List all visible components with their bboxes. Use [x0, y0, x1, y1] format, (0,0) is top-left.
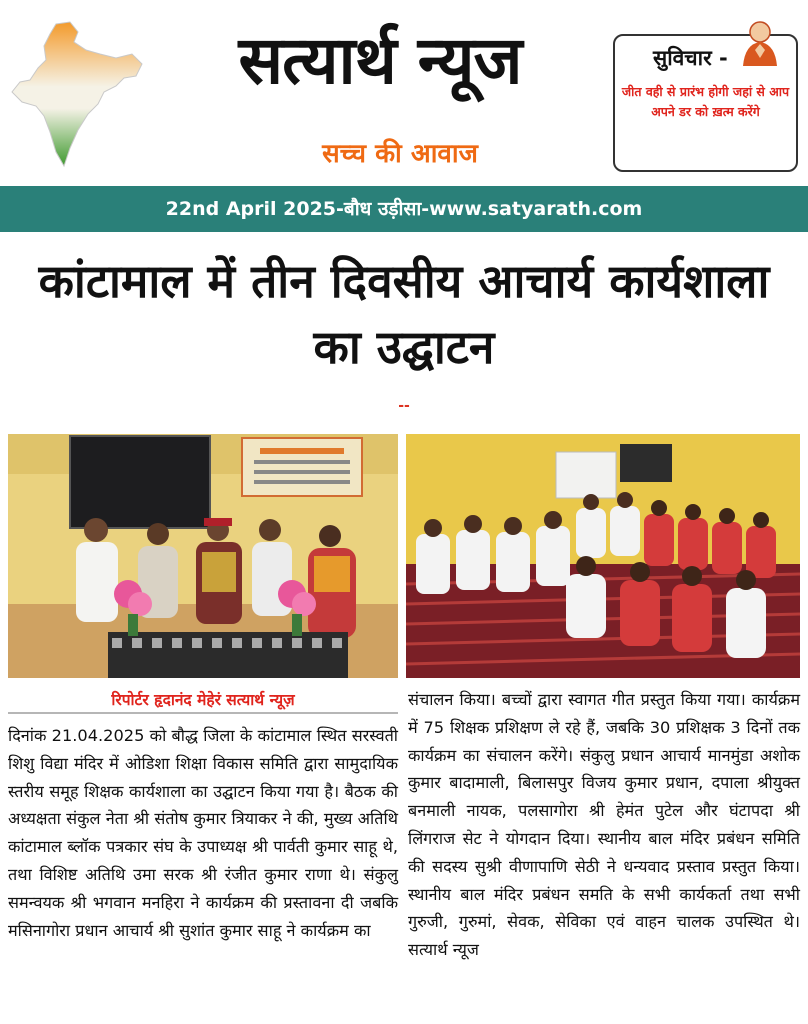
monk-emblem-icon: [737, 18, 783, 68]
india-map-icon: [8, 20, 148, 170]
separator: --: [398, 398, 410, 414]
photo-dignitaries-illustration: [8, 434, 398, 678]
thought-title: सुविचार -: [653, 46, 728, 70]
photo-trainees-illustration: [406, 434, 800, 678]
reporter-divider: [8, 712, 398, 714]
headline: कांटामाल में तीन दिवसीय आचार्य कार्यशाला का उद्घाटन: [38, 254, 770, 374]
photo-trainees: [406, 434, 800, 678]
masthead-header: [0, 0, 808, 180]
article-column-2: संचालन किया। बच्चों द्वारा स्वागत गीत प्रस्तुत किया गया। कार्यक्रम में 75 शिक्षक प्रशिक्षण ले रहे हैं, जबकि 30 प्रशिक्षक 3 दिनों तक कार्यक्रम का संचालन करेंगे। संकुलु प्रधान आचार्य मानमुंडा अशोक कुमार बादामाली, बिलासपुर विजय कुमार प्रधान, दपाला श्रीयुक्त बनमाली नायक, पलसागोरा श्री हेमंत पुटेल और घंटापदा श्री लिंगराज सेट ने योगदान दिया। स्थानीय बाल मंदिर प्रबंधन समिति की सदस्य सुश्री वीणापाणि सेठी ने धन्यवाद प्रस्ताव प्रस्तुत किया। स्थानीय बाल मंदिर प्रबंधन समति के सभी कार्यकर्ता तथा सभी गुरुजी, गुरुमां, सेवक, सेविका एवं वाहन चालक उपस्थित थे। सत्यार्थ न्यूज: [408, 690, 800, 960]
thought-text: जीत वही से प्रारंभ होगी जहां से आप अपने डर को ख़त्म करेंगे: [621, 84, 790, 119]
masthead-title: सत्यार्थ न्यूज: [238, 22, 522, 99]
photo-dignitaries: [8, 434, 398, 678]
article-column-1: दिनांक 21.04.2025 को बौद्ध जिला के कांटामाल स्थित सरस्वती शिशु विद्या मंदिर में ओडिशा शिक्षा विकास समिति द्वारा सामुदायिक स्तरीय समूह शिक्षक कार्यशाला का उद्घाटन किया गया है। बैठक की अध्यक्षता संकुल नेता श्री संतोष कुमार त्रियाकर ने की, मुख्य अतिथि कांटामाल ब्लॉक पत्रकार संघ के उपाध्यक्ष श्री पार्वती कुमार साहू थे, तथा विशिष्ट अतिथि उमा सरक श्री रंजीत कुमार राणा थे। संकुलु समन्वयक श्री भगवान मनहिरा ने कार्यक्रम की प्रस्तावना दी जबकि मसिनागोरा प्रधान आचार्य श्री सुशांत कुमार साहू ने कार्यक्रम का: [8, 726, 398, 940]
masthead-tagline: सच्च की आवाज: [322, 139, 478, 169]
reporter-credit: रिपोर्टर हृदानंद मेहेरं सत्यार्थ न्यूज़: [111, 691, 295, 709]
date-location-bar: 22nd April 2025-बौध उड़ीसा-www.satyarath.com: [0, 186, 808, 232]
